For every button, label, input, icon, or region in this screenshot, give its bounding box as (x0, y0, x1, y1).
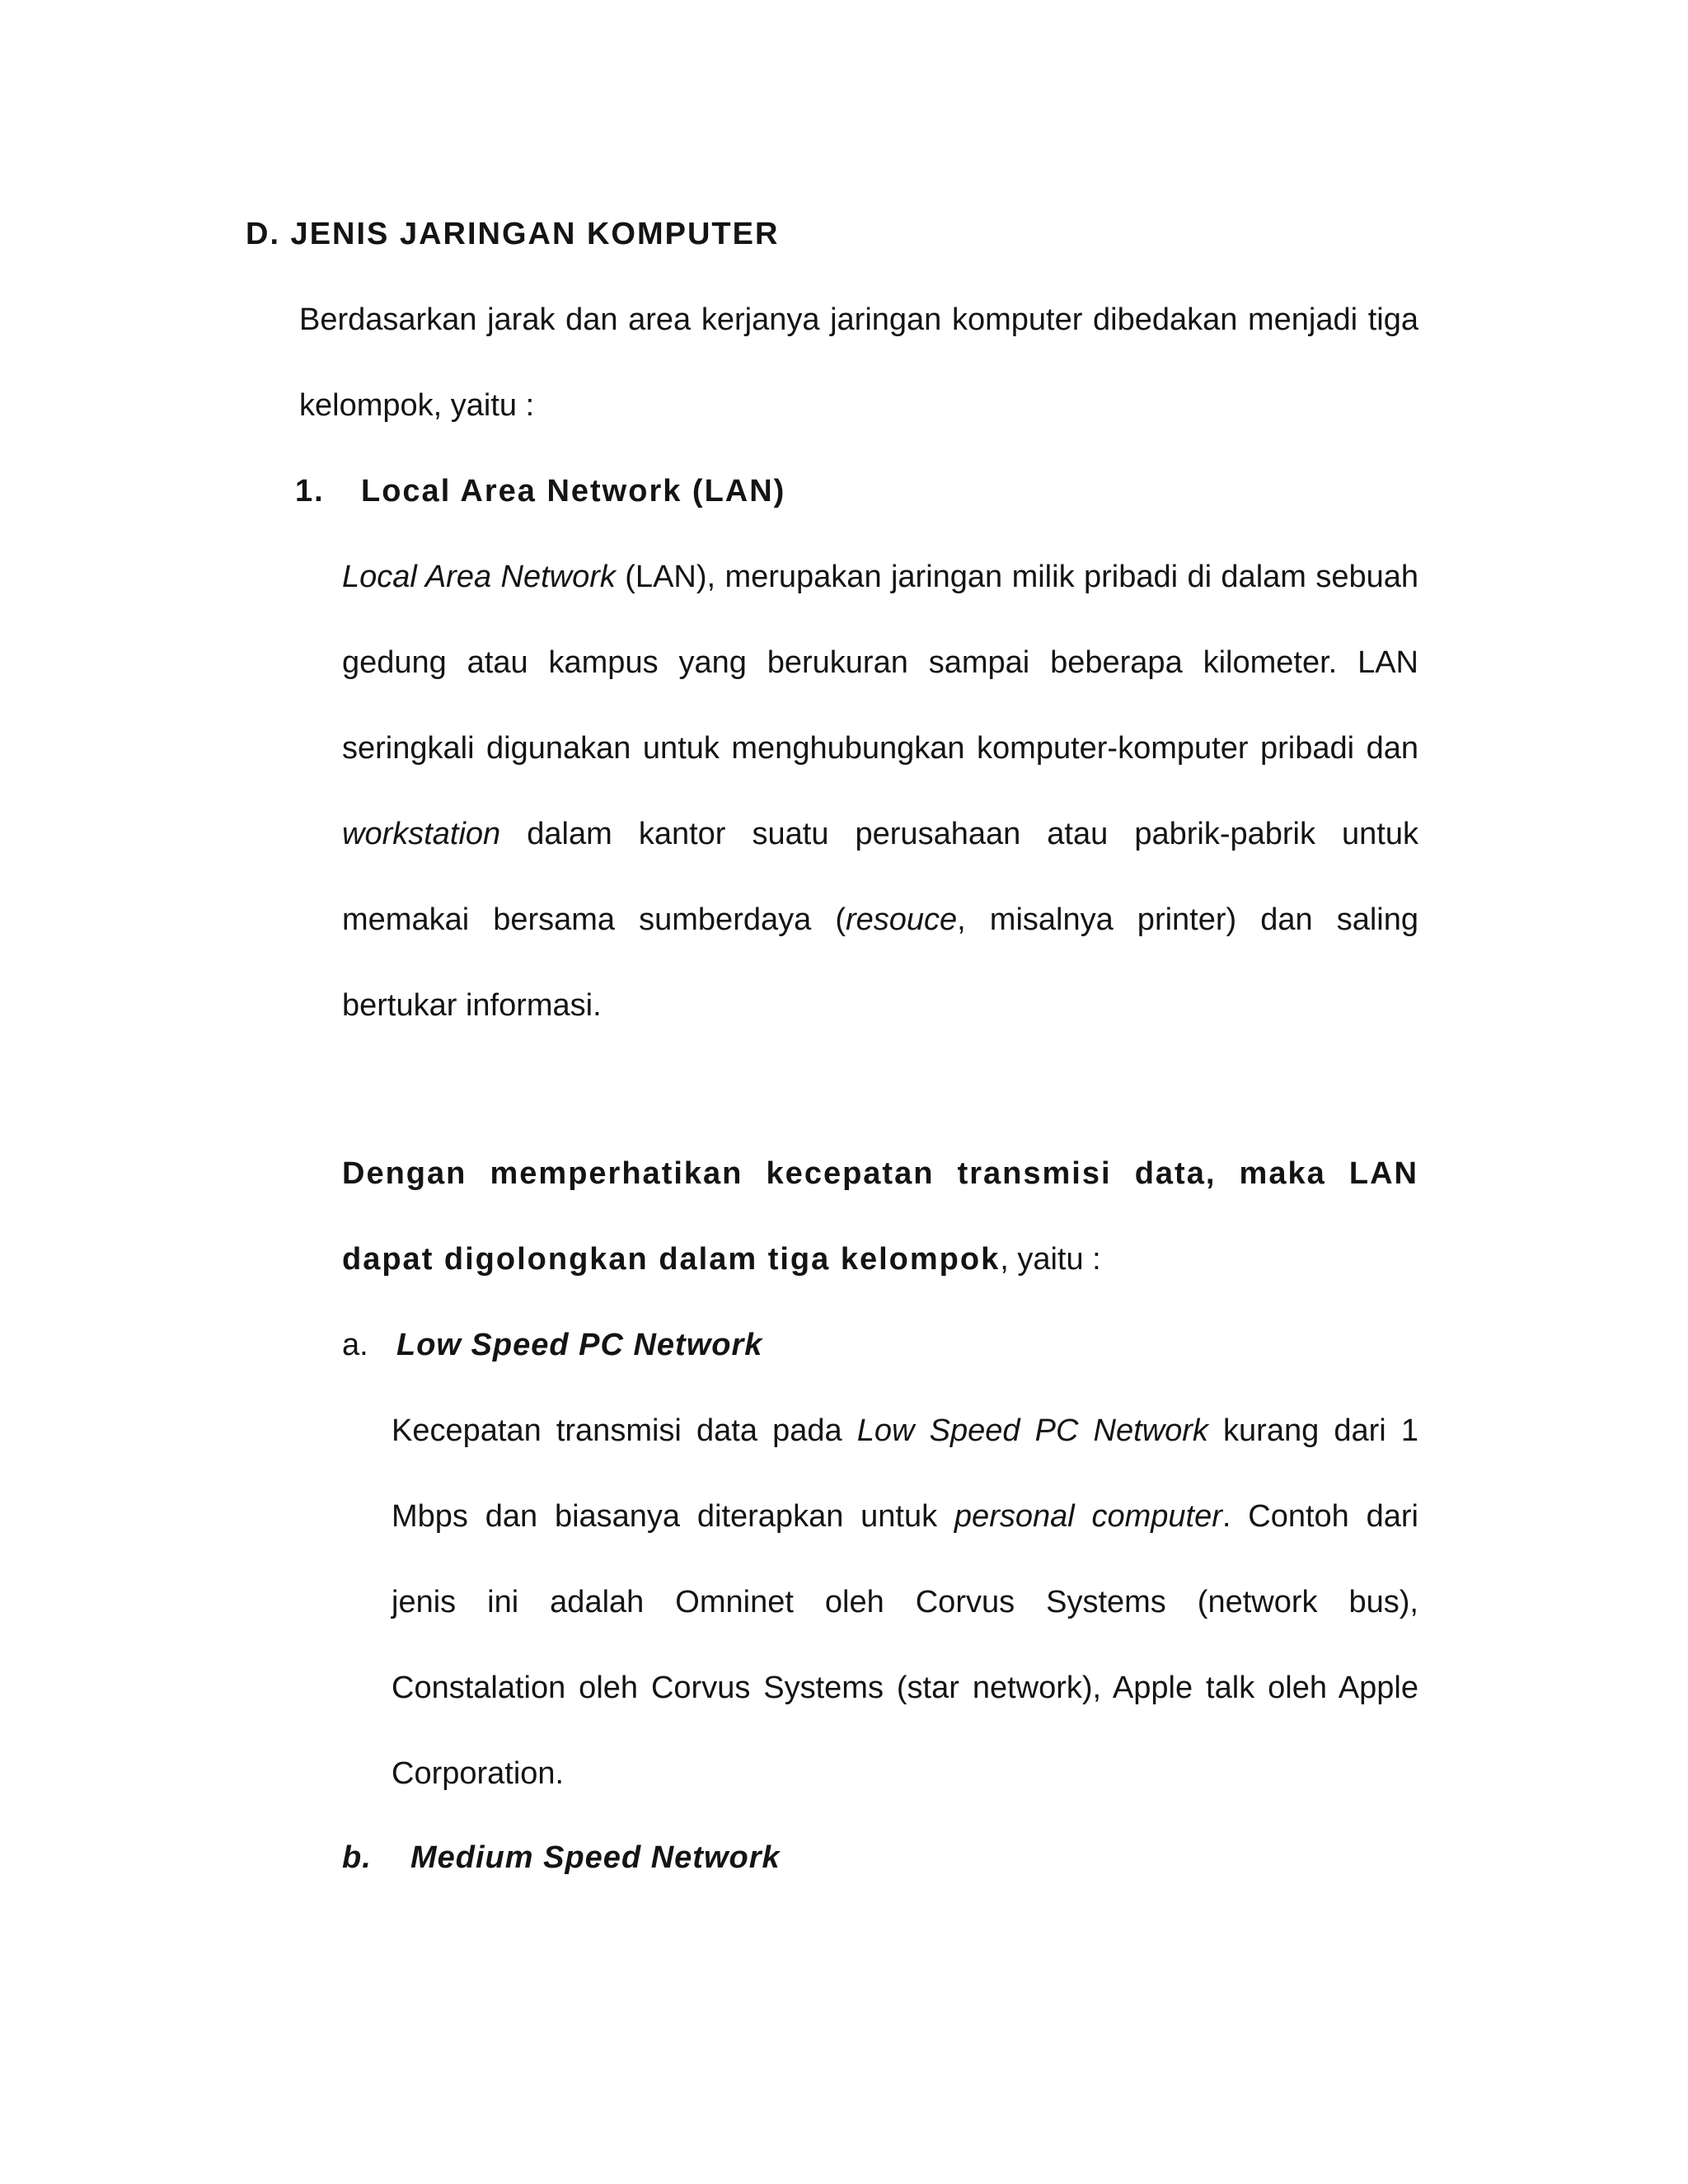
section-heading: D. JENIS JARINGAN KOMPUTER (246, 217, 780, 251)
lan-text-2: dalam kantor suatu perusahaan atau pabrik-pabrik untuk memakai bersama sumberdaya ( (342, 817, 1418, 937)
medium-speed-heading (342, 1815, 1414, 1900)
low-text-1: Kecepatan transmisi data pada (392, 1413, 857, 1448)
speed-intro-tail: , yaitu : (1000, 1242, 1101, 1277)
lan-text-3: , misalnya printer) dan saling bertukar informasi. (342, 902, 1418, 1023)
lan-number: 1. (295, 474, 325, 509)
low-speed-heading (342, 1302, 1414, 1388)
low-speed-title: Low Speed PC Network (396, 1328, 763, 1362)
low-speed-paragraph (392, 1388, 1418, 1816)
lan-term: Local Area Network (342, 560, 616, 594)
lan-paragraph (342, 534, 1418, 1048)
lan-title: Local Area Network (LAN) (361, 474, 786, 509)
medium-speed-letter: b. (342, 1840, 372, 1875)
speed-intro-paragraph (342, 1131, 1418, 1302)
lan-text-1: (LAN), merupakan jaringan milik pribadi di dalam sebuah gedung atau kampus yang berukuran sampai beberapa kilometer. LAN seringkali digunakan untuk menghubungkan komputer-komputer pribadi dan (342, 560, 1418, 766)
lan-heading (295, 448, 1367, 534)
resouce-term: resouce (845, 902, 958, 937)
medium-speed-title: Medium Speed Network (410, 1840, 781, 1875)
speed-intro-bold: Dengan memperhatikan kecepatan transmisi data, maka LAN dapat digolongkan dalam tiga kelompok (342, 1156, 1418, 1277)
personal-computer-term: personal computer (954, 1499, 1222, 1534)
low-speed-term: Low Speed PC Network (856, 1413, 1208, 1448)
low-text-3: . Contoh dari jenis ini adalah Omninet oleh Corvus Systems (network bus), Constalation oleh Corvus Systems (star network), Apple talk oleh Apple Corporation. (392, 1499, 1418, 1791)
workstation-term: workstation (342, 817, 501, 851)
low-speed-letter: a. (342, 1328, 368, 1362)
intro-paragraph: Berdasarkan jarak dan area kerjanya jaringan komputer dibedakan menjadi tiga kelompok, yaitu : (299, 302, 1418, 423)
low-text-2: kurang dari 1 Mbps dan biasanya diterapkan untuk (392, 1413, 1418, 1534)
